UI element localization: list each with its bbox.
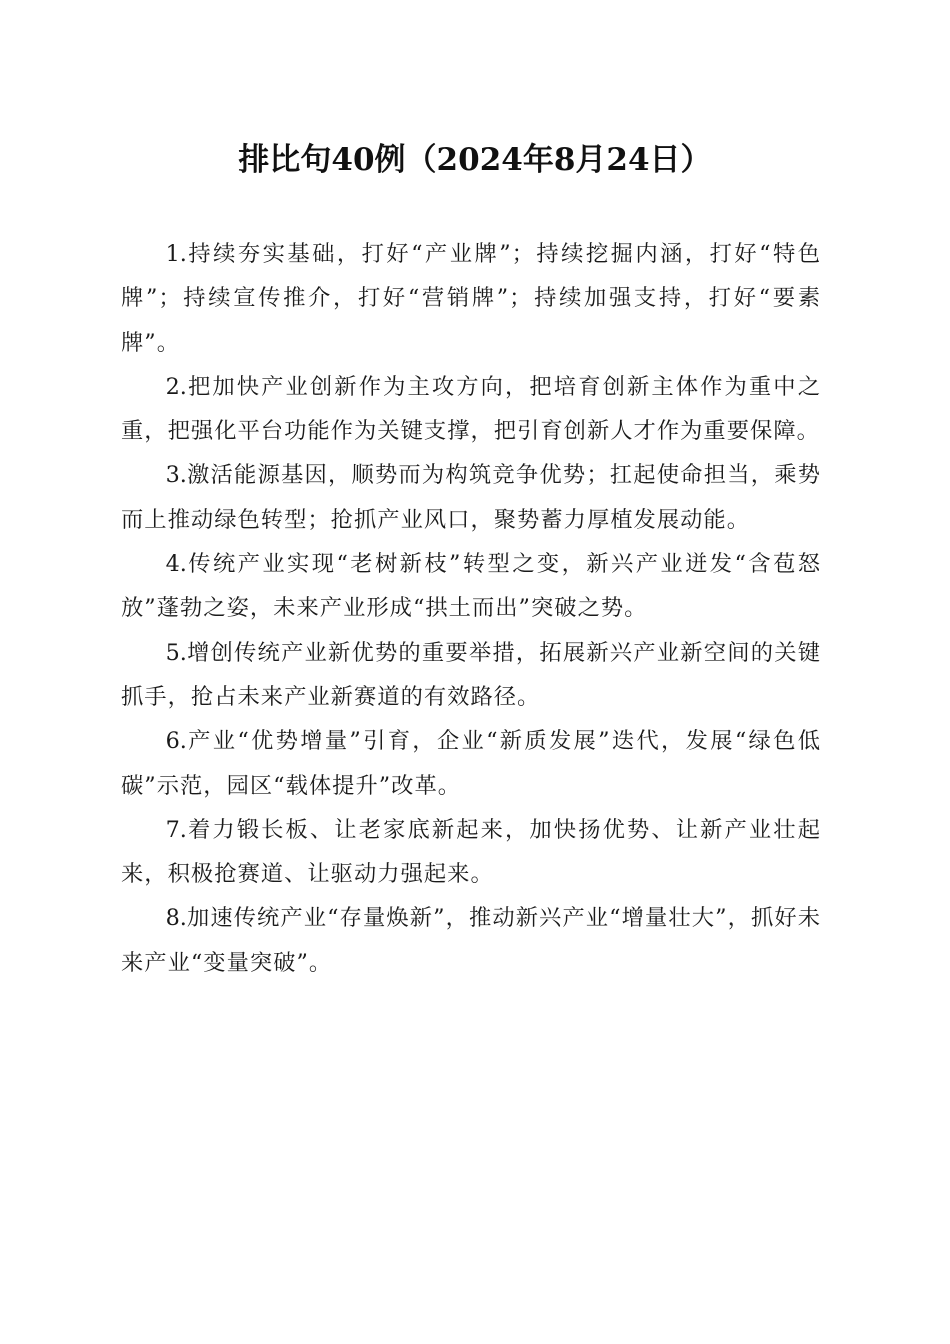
paragraph-number: 6. — [165, 728, 187, 755]
paragraph-text: 持续夯实基础，打好“产业牌”；持续挖掘内涵，打好“特色牌”；持续宣传推介，打好“营销牌”；持续加强支持，打好“要素牌”。 — [121, 241, 821, 356]
paragraph-number: 2. — [165, 373, 187, 400]
paragraph-3 — [121, 453, 821, 542]
paragraph-text: 产业“优势增量”引育，企业“新质发展”迭代，发展“绿色低碳”示范，园区“载体提升”改革。 — [121, 728, 821, 799]
paragraph-text: 着力锻长板、让老家底新起来，加快扬优势、让新产业壮起来，积极抢赛道、让驱动力强起来。 — [121, 816, 821, 888]
paragraph-text: 增创传统产业新优势的重要举措，拓展新兴产业新空间的关键抓手，抢占未来产业新赛道的有效路径。 — [121, 639, 821, 710]
document-body — [121, 232, 821, 985]
paragraph-number: 4. — [165, 551, 187, 578]
paragraph-text: 把加快产业创新作为主攻方向，把培育创新主体作为重中之重，把强化平台功能作为关键支撑，把引育创新人才作为重要保障。 — [121, 373, 821, 445]
paragraph-text: 传统产业实现“老树新枝”转型之变，新兴产业迸发“含苞怒放”蓬勃之姿，未来产业形成“拱土而出”突破之势。 — [121, 551, 821, 622]
paragraph-6 — [121, 719, 821, 808]
paragraph-text: 加速传统产业“存量焕新”，推动新兴产业“增量壮大”，抓好未来产业“变量突破”。 — [121, 905, 821, 976]
paragraph-text: 激活能源基因，顺势而为构筑竞争优势；扛起使命担当，乘势而上推动绿色转型；抢抓产业风口，聚势蓄力厚植发展动能。 — [121, 462, 821, 533]
paragraph-number: 5. — [165, 639, 187, 666]
paragraph-7 — [121, 808, 821, 897]
paragraph-number: 8. — [165, 905, 187, 932]
paragraph-1 — [121, 232, 821, 365]
document-title: 排比句40例（2024年8月24日） — [238, 142, 712, 178]
paragraph-8 — [121, 896, 821, 985]
paragraph-number: 1. — [165, 241, 187, 267]
paragraph-2 — [121, 365, 821, 454]
paragraph-number: 3. — [165, 462, 187, 489]
paragraph-5 — [121, 631, 821, 720]
paragraph-4 — [121, 542, 821, 631]
paragraph-number: 7. — [165, 816, 187, 843]
